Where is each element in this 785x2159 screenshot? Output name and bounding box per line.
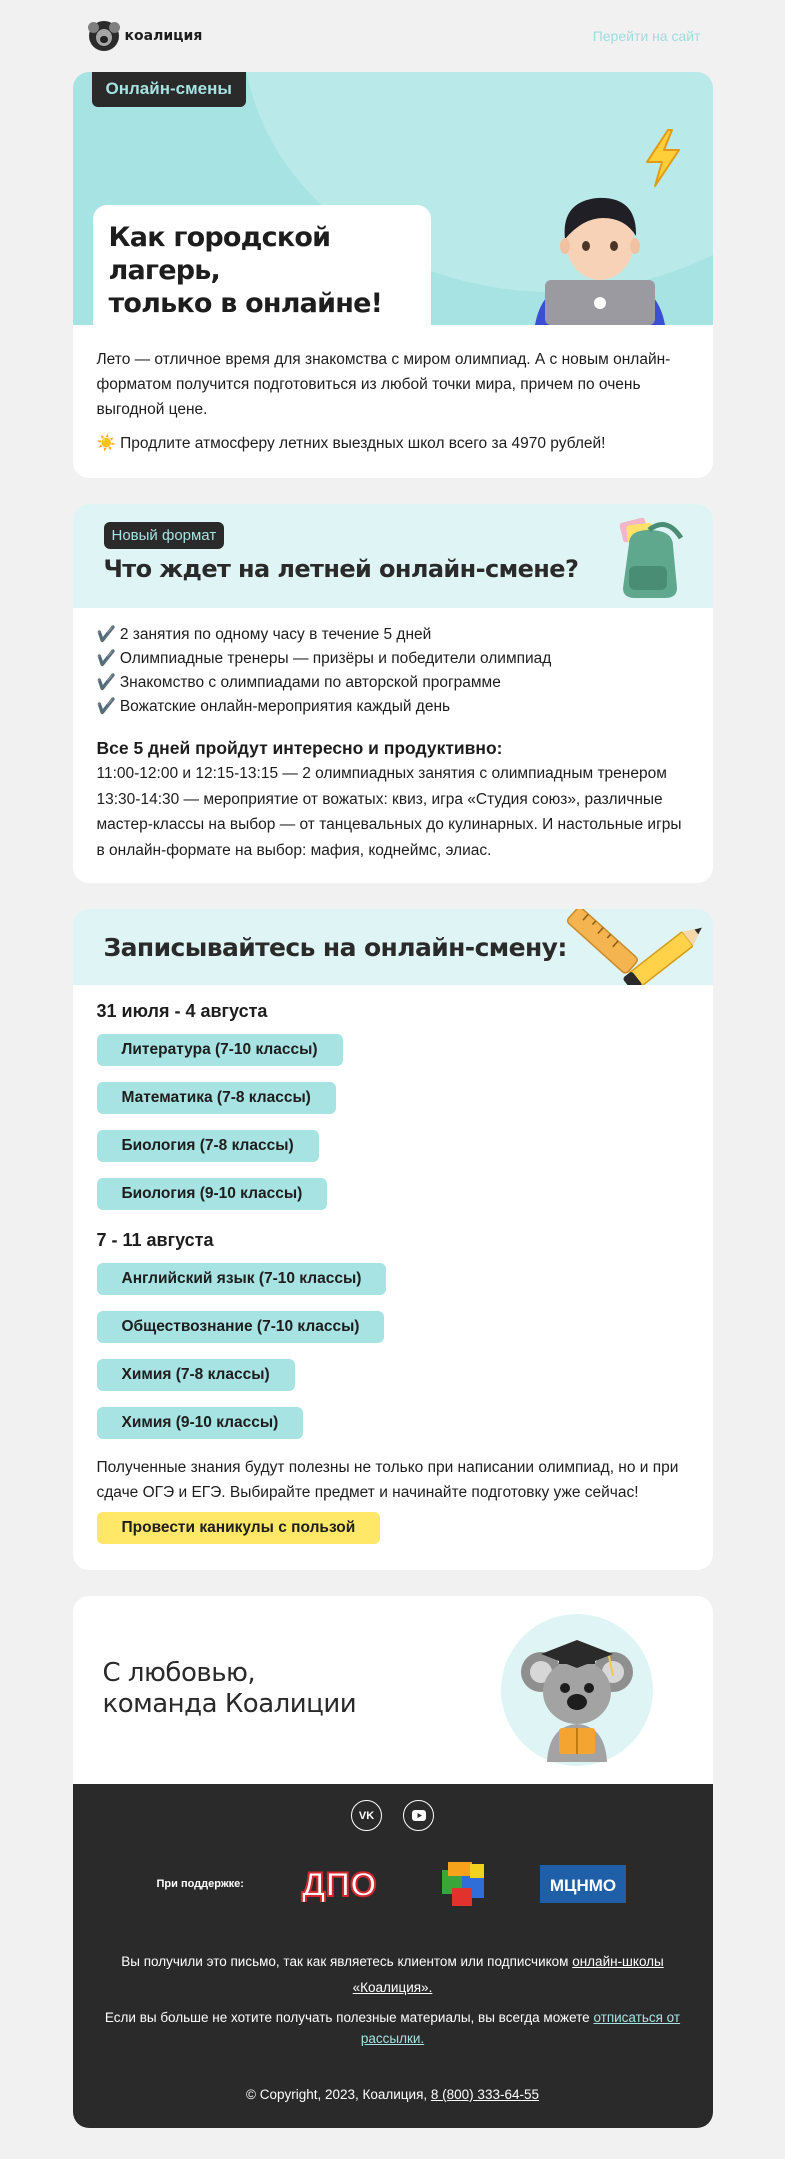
svg-text:ДПО: ДПО [301,1866,377,1902]
signup-title: Записывайтесь на онлайн-смену: [103,933,567,962]
signup-note: Полученные знания будут полезны не только при написании олимпиад, но и при сдаче ОГЭ и ЕГЭ. Выбирайте предмет и начинайте подготовку уже сейчас! [96,1459,679,1501]
cta-button[interactable]: Провести каникулы с пользой [97,1512,381,1544]
logo[interactable] [89,21,203,51]
course-button-social-studies[interactable]: Обществознание (7-10 классы) [97,1311,385,1343]
backpack-icon [615,516,685,600]
schedule-heading: Все 5 дней пройдут интересно и продуктивно: [96,738,503,758]
format-header [73,504,713,608]
hero-paragraph: Лето — отличное время для знакомства с миром олимпиад. А с новым онлайн-форматом получится подготовиться из любой точки мира, причем по очень выгодной цене. [96,351,671,418]
youtube-icon[interactable] [403,1800,434,1831]
hero-promo: ☀️ Продлите атмосферу летних выездных школ всего за 4970 рублей! [96,435,606,452]
checkmark-icon: ✔️ [96,698,116,715]
hero-title: Как городской лагерь, только в онлайне! [108,222,383,319]
course-button-biology-9-10[interactable]: Биология (9-10 классы) [97,1178,328,1210]
email-header [73,0,713,72]
farewell-card [73,1596,713,2128]
course-button-english[interactable]: Английский язык (7-10 классы) [97,1263,387,1295]
site-link[interactable]: Перейти на сайт [592,28,701,44]
farewell-text: С любовью, команда Коалиции [102,1658,357,1719]
koala-logo-icon [89,21,119,51]
schedule-line: 11:00-12:00 и 12:15-13:15 — 2 олимпиадных занятия с олимпиадным тренером [96,765,667,782]
format-tag: Новый формат [104,522,225,549]
session-dates: 7 - 11 августа [96,1230,214,1250]
hero-text [73,325,713,478]
schedule-line: 13:30-14:30 — мероприятие от вожатых: квиз, игра «Студия союз», различные мастер-классы на выбор — от танцевальных до кулинарных. И настольные игры в онлайн-формате на выбор: мафия, коднеймс, элиас. [96,790,682,859]
unsubscribe-note: Если вы больше не хотите получать полезные материалы, вы всегда можете отписаться от рассылки. [104,2010,681,2046]
social-links [97,1800,689,1831]
format-title: Что ждет на летней онлайн-смене? [103,555,579,583]
person-with-laptop-icon [535,184,665,325]
course-button-chemistry-7-8[interactable]: Химия (7-8 классы) [97,1359,295,1391]
svg-text:МЦНМО: МЦНМО [550,1876,617,1895]
copyright: © Copyright, 2023, Коалиция, 8 (800) 333-64-55 [246,2087,539,2102]
vk-icon[interactable]: VK [351,1800,382,1831]
checkmark-icon: ✔️ [96,674,116,691]
partner-logo-cube-icon[interactable] [434,1858,494,1910]
partner-logo-dpo[interactable] [291,1866,387,1902]
format-card [73,504,713,883]
course-button-chemistry-9-10[interactable]: Химия (9-10 классы) [97,1407,304,1439]
signup-card [73,909,713,1570]
course-button-literature[interactable]: Литература (7-10 классы) [97,1034,343,1066]
signup-header [73,909,713,985]
ruler-and-pencil-icon [561,909,711,985]
list-item: ✔️ 2 занятия по одному часу в течение 5 дней [96,626,432,643]
partner-logo-mccme[interactable] [540,1865,626,1903]
logo-text: коалиция [124,28,203,44]
koala-mascot-icon [501,1614,653,1766]
signup-body [73,985,713,1570]
unsubscribe-link[interactable]: отписаться от рассылки. [360,2010,681,2046]
course-button-biology-7-8[interactable]: Биология (7-8 классы) [97,1130,319,1162]
format-body [73,608,713,883]
play-icon [412,1810,426,1821]
checkmark-icon: ✔️ [96,650,116,667]
farewell-section [73,1596,713,1784]
hero-title-box [93,205,431,325]
support-label: При поддержке: [156,1878,244,1890]
checkmark-icon: ✔️ [96,626,116,643]
phone-link[interactable]: 8 (800) 333-64-55 [430,2087,539,2102]
session-dates: 31 июля - 4 августа [96,1001,268,1021]
feature-list [97,623,689,719]
subscription-note: Вы получили это письмо, так как являетесь клиентом или подписчиком онлайн-школы «Коалиция». [121,1954,664,1995]
list-item: ✔️ Олимпиадные тренеры — призёры и победители олимпиад [96,650,552,667]
hero-tag: Онлайн-смены [92,72,246,107]
list-item: ✔️ Знакомство с олимпиадами по авторской программе [96,674,501,691]
hero-banner [73,72,713,325]
list-item: ✔️ Вожатские онлайн-мероприятия каждый день [96,698,451,715]
lightning-icon [641,128,685,188]
hero-card [73,72,713,478]
footer [73,1784,713,2128]
school-link[interactable]: онлайн-школы «Коалиция». [352,1954,664,1995]
course-button-math[interactable]: Математика (7-8 классы) [97,1082,336,1114]
partners-row [157,1858,627,1910]
